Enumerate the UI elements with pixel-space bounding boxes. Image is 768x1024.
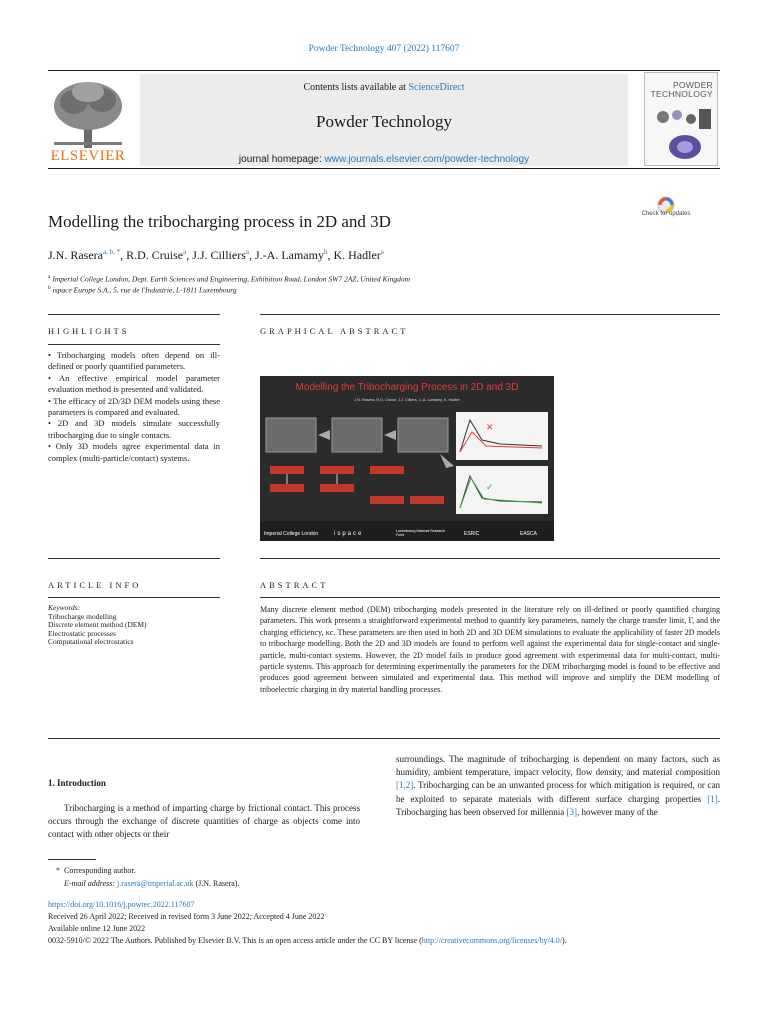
license-link[interactable]: http://creativecommons.org/licenses/by/4.0/ [421,936,563,945]
author-sup: a [183,248,187,256]
divider [48,344,220,345]
masthead-top-rule [48,70,720,71]
affiliation-a: $^a$ Imperial College London, Dept. Earth Sciences and Engineering, Exhibition Road, London SW7 2AZ, United Kingdom [48,274,410,284]
keyword: Electrostatic processes [48,628,117,638]
affiliation-b: $^b$ ispace Europe S.A., 5, rue de l'Industrie, L-1811 Luxembourg [48,285,237,295]
ga-flow-diagram-icon [260,406,554,521]
email-note: E-mail address: j.rasera@imperial.ac.uk (J.N. Rasera). [64,879,240,888]
cover-art-icon [649,103,715,163]
homepage-line [140,154,628,165]
author-sup: b [323,248,328,256]
journal-info-box [140,74,628,166]
contents-prefix: Contents lists available at [303,82,409,93]
ga-authors: J.N. Rasera, R.D. Cruise, J.J. Cilliers, J.-A. Lamamy, K. Hadler [354,398,460,402]
list-item: • Only 3D models agree experimental data in complex (multi-particle/contact) systems. [48,441,220,463]
intro-left-column: Tribocharging is a method of imparting charge by frictional contact. This process occurs through the exchange of discrete quantities of charge as objects come into contact with other objects or their [48,803,360,839]
masthead-bottom-rule [48,168,720,169]
list-item: • The efficacy of 2D/3D DEM models using these parameters is compared and evaluated. [48,395,220,418]
graphical-abstract-label: GRAPHICAL ABSTRACT [260,326,409,336]
running-head[interactable]: Powder Technology 407 (2022) 117607 [308,44,460,54]
check-for-updates-label[interactable]: Check for updates [641,211,691,217]
ga-title: Modelling the Tribocharging Process in 2D and 3D [295,382,519,393]
author-sup: a, b, * [102,248,121,256]
divider [48,738,720,739]
keywords-block [48,604,147,647]
list-item: • An effective empirical model parameter evaluation method is presented and validated. [48,372,220,395]
license-line: 0032-5910/© 2022 The Authors. Published by Elsevier B.V. This is an open access article under the CC BY license (http://creativecommons.org/licenses/by/4.0/). [48,936,567,945]
highlights-label: HIGHLIGHTS [48,326,130,336]
author-name[interactable]: J.-A. Lamamy [254,248,324,262]
svg-text:✓: ✓ [486,483,494,493]
citation-link[interactable]: [1] [707,793,718,804]
author-sup: a [245,248,249,256]
author-name[interactable]: J.J. Cilliers [192,248,246,262]
journal-title: Powder Technology [316,112,452,131]
contents-line [140,82,628,93]
doi-link[interactable]: https://doi.org/10.1016/j.powtec.2022.117607 [48,900,195,909]
divider [260,314,720,315]
ga-logo-fnr: Luxembourg National Research Fund [396,529,446,537]
graphical-abstract-image[interactable] [260,376,554,541]
list-item: • 2D and 3D models simulate successfully tribocharging due to single contacts. [48,418,220,440]
divider [260,597,720,598]
article-title: Modelling the tribocharging process in 2D and 3D [48,212,391,231]
cover-title: POWDER TECHNOLOGY [650,80,713,99]
abstract-label: ABSTRACT [260,580,329,590]
svg-text:✕: ✕ [486,423,494,433]
intro-right-column: surroundings. The magnitude of tribocharging is dependent on many factors, such as humidity, ambient temperature, impact velocity, flow density, and material composition [1,2]. Tribocharging can be an unwanted process for which mitigation is required, or can be exploited to separate materials with different surface charging properties [1]. Tribocharging has been observed for millennia [3], however many of the [396,754,720,817]
divider [260,558,720,559]
ga-logo-esric: ESRIC [464,531,480,537]
citation-link[interactable]: [3] [566,806,577,817]
keyword: Discrete element method (DEM) [48,620,147,630]
received-dates: Received 26 April 2022; Received in revised form 3 June 2022; Accepted 4 June 2022 [48,912,325,921]
ga-logo-easca: EASCA [520,531,537,537]
author-list: J.N. Rasera$^{a, b, *}$, R.D. Cruise$^a$, J.J. Cilliers$^a$, J.-A. Lamamy$^b$, K. Hadler$^a$ [48,248,384,262]
divider [48,597,220,598]
list-item: • Tribocharging models often depend on ill-defined or poorly quantified parameters. [48,350,220,372]
highlights-list [48,350,220,464]
homepage-link[interactable]: www.journals.elsevier.com/powder-technology [324,154,530,165]
article-info-label: ARTICLE INFO [48,580,142,590]
abstract-text: Many discrete element method (DEM) tribocharging models presented in the literature rely on ill-defined or poorly quantified charging parameters. This work presents a straightforward experimental method to quantify key parameters, namely the charge transfer limit, Γ, and the charging efficiency, κc. These parameters are then used in both 2D and 3D DEM simulations to evaluate the applicability of faster 2D models to tribocharge modelling. Both the 2D and 3D models are found to perform well against the experimental data for single-contact and single-particle, multi-contact systems. However, the 2D model fails to produce good agreement with experimental data for multi-contact, multi-particle systems. This approach for determining experimentally the parameters for the DEM tribocharging model is found to be effective and produces good agreement between simulated and experimental data. This method will improve and simplify the DEM modelling of triboelectric charging in dry material handling processes. [260,605,720,694]
ga-logo-ispace: ispace [334,531,364,537]
citation-link[interactable]: [1,2] [396,780,414,791]
author-name[interactable]: R.D. Cruise [126,248,184,262]
available-online: Available online 12 June 2022 [48,924,146,933]
sciencedirect-link[interactable]: ScienceDirect [408,82,465,93]
author-sup: a [380,248,384,256]
journal-masthead [48,70,720,168]
elsevier-wordmark: ELSEVIER [50,148,126,164]
keywords-heading: Keywords: [48,603,81,612]
ga-footer [260,521,554,541]
footnote-rule [48,859,96,860]
author-name[interactable]: J.N. Rasera [48,248,103,262]
keyword: Computational electrostatics [48,637,134,647]
homepage-prefix: journal homepage: [238,154,325,165]
author-name[interactable]: K. Hadler [333,248,381,262]
divider [48,558,220,559]
keyword: Tribocharge modelling [48,611,117,621]
journal-cover-thumbnail[interactable] [644,72,718,166]
corresponding-author-note: * Corresponding author. [56,866,136,875]
ga-logo-imperial: Imperial College London [264,531,319,537]
divider [48,314,220,315]
email-link[interactable]: j.rasera@imperial.ac.uk [117,879,194,888]
section-heading-introduction: 1. Introduction [48,778,106,788]
